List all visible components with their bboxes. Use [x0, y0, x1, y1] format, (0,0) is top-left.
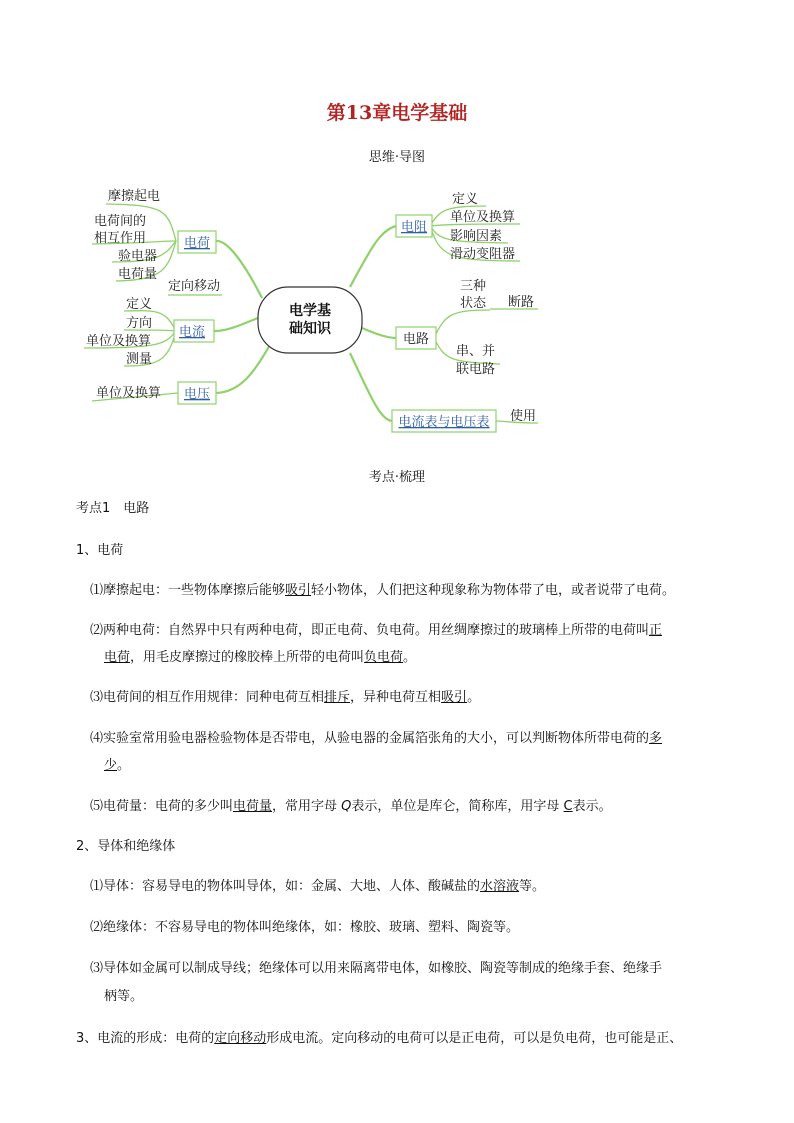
branch-dianya: [216, 345, 270, 393]
item-j3-cont: 柄等。: [104, 989, 144, 1004]
leaf-dianhejian: 电荷间的: [94, 214, 147, 229]
page-title: 第13章电学基础: [326, 102, 468, 124]
leaf-zhuangtai: 状态: [460, 296, 487, 311]
branch-biao: [350, 353, 392, 421]
node-dianlu: 电路: [402, 332, 430, 347]
para-heading-1: 1、电荷: [76, 543, 124, 558]
node-dianzu: 电阻: [400, 220, 428, 235]
node-dianya: 电压: [183, 387, 211, 402]
branch-dianhe: [216, 241, 262, 298]
para-3: 3、电流的形成：电荷的定向移动形成电流。定向移动的电荷可以是正电荷，可以是负电荷，也可能是正、: [76, 1031, 683, 1046]
center-line1: 电学基: [289, 303, 331, 319]
item-4-cont: 少。: [104, 758, 131, 773]
center-node: [258, 287, 362, 353]
para-heading-2: 2、导体和绝缘体: [76, 839, 176, 854]
branch-dianliu: [214, 318, 258, 331]
leaf-dianzu-danwei: 单位及换算: [450, 210, 516, 225]
leaf-dianliu-dingyi: 定义: [126, 297, 153, 312]
leaf-mocaqidian: 摩擦起电: [108, 189, 161, 204]
item-4: ⑷实验室常用验电器检验物体是否带电，从验电器的金属箔张角的大小，可以判断物体所带电荷的多: [90, 731, 663, 746]
branch-dianlu: [362, 328, 396, 338]
leaf-lian-dianlu: 联电路: [456, 362, 496, 377]
leaf-duanlu: 断路: [508, 295, 535, 310]
leaf-xianghuzuoyong: 相互作用: [94, 231, 147, 246]
item-j1: ⑴导体：容易导电的物体叫导体，如：金属、大地、人体、酸碱盐的水溶液等。: [90, 879, 546, 894]
leaf-dianzu-dingyi: 定义: [452, 192, 479, 207]
leaf-dianzu-yingxiang: 影响因素: [450, 229, 503, 244]
leaf-dianya-danwei: 单位及换算: [96, 386, 162, 401]
leaf-dianliu-fangxiang: 方向: [126, 316, 153, 331]
leaf-sanzhong: 三种: [460, 279, 487, 294]
leaf-dingxiangyidong: 定向移动: [168, 279, 221, 294]
node-dianliu: 电流: [178, 325, 206, 340]
item-j2: ⑵绝缘体：不容易导电的物体叫绝缘体，如：橡胶、玻璃、塑料、陶瓷等。: [90, 920, 520, 935]
item-2: ⑵两种电荷：自然界中只有两种电荷，即正电荷、负电荷。用丝绸摩擦过的玻璃棒上所带的电荷叫正: [90, 623, 663, 638]
kaodian-heading: 考点·梳理: [368, 470, 426, 485]
item-5: ⑸电荷量：电荷的多少叫电荷量，常用字母 Q表示，单位是库仑，简称库，用字母 C表示。: [90, 799, 612, 814]
center-line2: 础知识: [289, 321, 331, 337]
mind-map: [0, 0, 794, 440]
leaf-dianliu-danwei: 单位及换算: [86, 334, 152, 349]
node-dianhe: 电荷: [183, 236, 211, 251]
node-biao: 电流表与电压表: [398, 415, 490, 430]
mindmap-heading: 思维·导图: [368, 150, 426, 165]
leaf-shiyong: 使用: [510, 409, 537, 424]
leaf-chuanbing: 串、并: [456, 344, 496, 359]
section-heading: 考点1 电路: [76, 501, 150, 516]
item-j3: ⑶导体如金属可以制成导线；绝缘体可以用来隔离带电体，如橡胶、陶瓷等制成的绝缘手套、绝缘手: [90, 961, 663, 976]
item-3: ⑶电荷间的相互作用规律：同种电荷互相排斥，异种电荷互相吸引。: [90, 690, 481, 705]
leaf-dianliu-celiang: 测量: [126, 352, 153, 367]
leaf-dianzu-huadong: 滑动变阻器: [450, 247, 516, 262]
leaf-dianheliang: 电荷量: [118, 267, 158, 282]
branch-dianzu: [350, 226, 396, 287]
item-2-cont: 电荷，用毛皮摩擦过的橡胶棒上所带的电荷叫负电荷。: [104, 650, 417, 665]
leaf-yandianqi: 验电器: [118, 249, 158, 264]
item-1: ⑴摩擦起电：一些物体摩擦后能够吸引轻小物体，人们把这种现象称为物体带了电，或者说带了电荷。: [90, 583, 676, 598]
